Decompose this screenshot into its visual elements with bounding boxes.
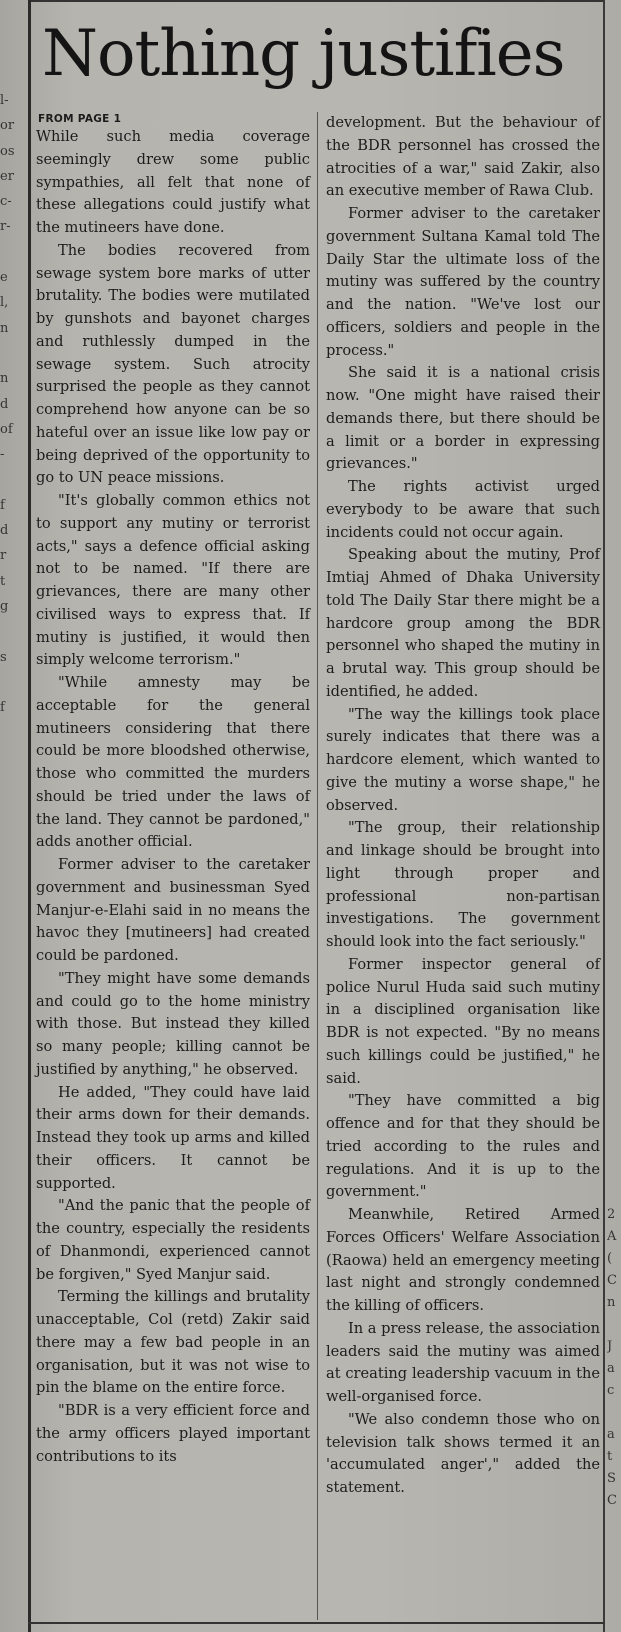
paragraph: Speaking about the mutiny, Prof Imtiaj Ahmed of Dhaka University told The Daily Star there might be a hardcore group among the BDR personnel who shaped the mutiny in a brutal way. This group should be identified, he added. bbox=[326, 546, 600, 700]
paragraph: Former inspector general of police Nurul Huda said such mutiny in a disciplined organisation like BDR is not expected. "By no means such killings could be justified," he said. bbox=[326, 955, 600, 1087]
margin-fragment: J bbox=[607, 1339, 613, 1354]
paragraph: The bodies recovered from sewage system bore marks of utter brutality. The bodies were mutilated by gunshots and bayonet charges and ruthlessly dumped in the sewage system. Such atrocity surprised the people as they cannot comprehend how anyone can be so hateful over an issue like low pay or being deprived of the opportunity to go to UN peace missions. bbox=[36, 241, 310, 487]
right-margin-fragments bbox=[607, 1160, 621, 1512]
margin-fragment bbox=[607, 1182, 621, 1204]
margin-fragment: A bbox=[607, 1229, 617, 1244]
margin-fragment: t bbox=[0, 573, 6, 589]
paragraph: He added, "They could have laid their arms down for their demands. Instead they took up arms and killed their officers. It cannot be supported. bbox=[36, 1083, 310, 1192]
paragraph: She said it is a national crisis now. "One might have raised their demands there, but there should be a limit or a border in expressing grievances." bbox=[326, 364, 600, 473]
margin-fragment: er bbox=[0, 168, 14, 184]
paragraph: "We also condemn those who on television talk shows termed it an 'accumulated anger'," added the statement. bbox=[326, 1410, 600, 1496]
margin-fragment: t bbox=[607, 1449, 613, 1464]
paragraph: Former adviser to the caretaker government Sultana Kamal told The Daily Star the ultimate loss of the mutiny was suffered by the country and the nation. "We've lost our officers, soldiers and people in the process." bbox=[326, 205, 600, 359]
paragraph: Meanwhile, Retired Armed Forces Officers' Welfare Association (Raowa) held an emergency meeting last night and strongly condemned the killing of officers. bbox=[326, 1206, 600, 1314]
paragraph: While such media coverage seemingly drew some public sympathies, all felt that none of these allegations could justify what the mutineers have done. bbox=[36, 128, 310, 236]
margin-fragment: f bbox=[0, 497, 5, 513]
margin-fragment bbox=[0, 240, 26, 265]
margin-fragment bbox=[0, 720, 26, 745]
margin-fragment: S bbox=[607, 1471, 616, 1486]
margin-fragment: of bbox=[0, 421, 13, 437]
margin-fragment: c- bbox=[0, 194, 12, 210]
bottom-rule bbox=[28, 1622, 605, 1624]
margin-fragment bbox=[0, 341, 26, 366]
margin-fragment: a bbox=[607, 1427, 615, 1442]
left-margin-fragments bbox=[0, 88, 26, 796]
margin-fragment: e bbox=[0, 270, 8, 286]
paragraph: "The group, their relationship and linkage should be brought into light through proper and professional non-partisan investigations. The government should look into the fact seriously." bbox=[326, 819, 600, 950]
margin-fragment: g bbox=[0, 598, 9, 614]
margin-fragment: r bbox=[0, 548, 7, 564]
from-page-label: FROM PAGE 1 bbox=[38, 113, 122, 125]
paragraph: The rights activist urged everybody to be aware that such incidents could not occur again. bbox=[326, 478, 600, 541]
top-rule bbox=[28, 0, 605, 2]
left-column-rule bbox=[28, 0, 31, 1632]
margin-fragment bbox=[607, 1314, 621, 1336]
margin-fragment: f bbox=[0, 700, 5, 716]
margin-fragment: n bbox=[0, 371, 9, 387]
paragraph: "BDR is a very efficient force and the army officers played important contributions to its bbox=[36, 1402, 310, 1465]
margin-fragment: l- bbox=[0, 93, 9, 108]
paragraph: Former adviser to the caretaker government and businessman Syed Manjur-e-Elahi said in no means the havoc they [mutineers] had created could be pardoned. bbox=[36, 856, 310, 964]
paragraph: "And the panic that the people of the country, especially the residents of Dhanmondi, experienced cannot be forgiven," Syed Manjur said. bbox=[36, 1197, 310, 1283]
paragraph: "The way the killings took place surely indicates that there was a hardcore element, which wanted to give the mutiny a worse shape," he observed. bbox=[326, 705, 600, 814]
paragraph: "While amnesty may be acceptable for the general mutineers considering that there could be more bloodshed otherwise, those who committed the murders should be tried under the laws of the land. They cannot be pardoned," adds another official. bbox=[36, 674, 310, 851]
margin-fragment: or bbox=[0, 118, 15, 134]
paragraph: Terming the killings and brutality unacceptable, Col (retd) Zakir said there may a few bad people in an organisation, but it was not wise to pin the blame on the entire force. bbox=[36, 1288, 310, 1397]
margin-fragment bbox=[607, 1160, 621, 1182]
margin-fragment: s bbox=[0, 649, 7, 665]
margin-fragment: C bbox=[607, 1493, 617, 1508]
margin-fragment: os bbox=[0, 143, 15, 159]
margin-fragment: C bbox=[607, 1273, 617, 1288]
margin-fragment: n bbox=[0, 320, 9, 336]
margin-fragment bbox=[0, 746, 26, 771]
paragraph: In a press release, the association leaders said the mutiny was aimed at creating leadership vacuum in the well-organised force. bbox=[326, 1319, 600, 1405]
margin-fragment: l, bbox=[0, 295, 9, 311]
margin-fragment: 2 bbox=[607, 1207, 616, 1222]
margin-fragment: a bbox=[607, 1361, 615, 1376]
headline: Nothing justifies bbox=[42, 17, 565, 91]
paragraph: development. But the behaviour of the BDR personnel has crossed the atrocities of a war," said Zakir, also an executive member of Rawa Club. bbox=[326, 114, 600, 200]
article-column-2 bbox=[326, 112, 600, 1500]
margin-fragment: n bbox=[607, 1295, 616, 1310]
margin-fragment bbox=[0, 467, 26, 492]
margin-fragment: r- bbox=[0, 219, 11, 235]
right-column-rule bbox=[603, 0, 605, 1632]
paragraph: "They have committed a big offence and for that they should be tried according to the rules and regulations. And it is up to the government." bbox=[326, 1092, 600, 1201]
margin-fragment bbox=[607, 1402, 621, 1424]
margin-fragment: c bbox=[607, 1383, 615, 1398]
margin-fragment bbox=[0, 619, 26, 644]
margin-fragment: d bbox=[0, 396, 9, 412]
margin-fragment bbox=[0, 670, 26, 695]
margin-fragment: ( bbox=[607, 1251, 613, 1266]
margin-fragment: d bbox=[0, 523, 9, 539]
paragraph: "They might have some demands and could go to the home ministry with those. But instead they killed so many people; killing cannot be justified by anything," he observed. bbox=[36, 969, 310, 1078]
article-column-1 bbox=[36, 112, 310, 1468]
middle-column-rule bbox=[317, 112, 318, 1620]
margin-fragment: - bbox=[0, 447, 5, 463]
margin-fragment bbox=[0, 771, 26, 796]
paragraph: "It's globally common ethics not to support any mutiny or terrorist acts," says a defence official asking not to be named. "If there are grievances, there are many other civilised ways to express that. If mutiny is justified, it would then simply welcome terrorism." bbox=[36, 492, 310, 669]
